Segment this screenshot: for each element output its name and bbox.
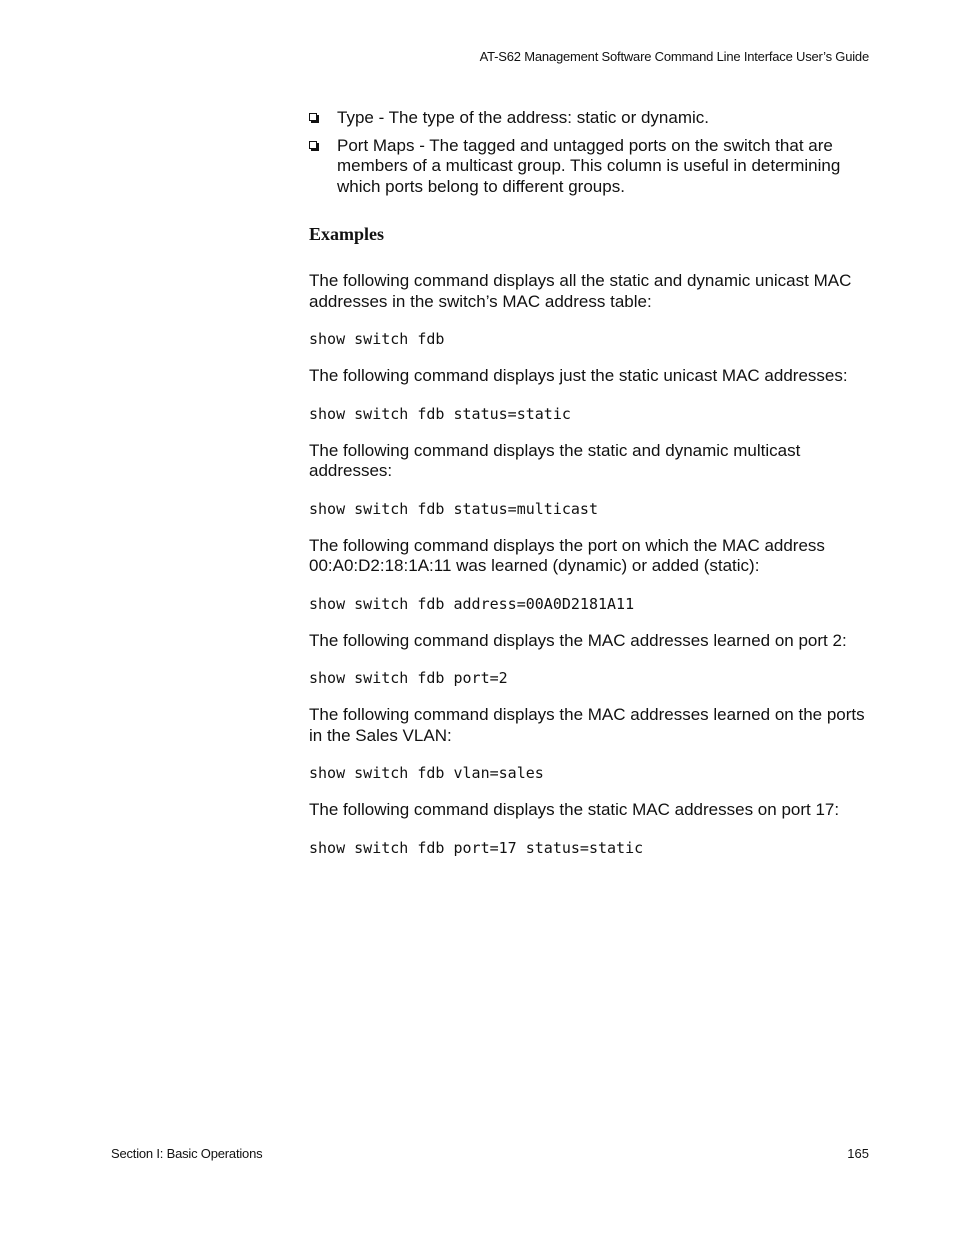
example-command: show switch fdb vlan=sales (309, 764, 544, 782)
footer-section-label: Section I: Basic Operations (111, 1146, 263, 1161)
example-description: The following command displays the MAC addresses learned on the ports in the Sales VLAN: (309, 705, 865, 745)
checkbox-bullet-icon (309, 113, 317, 121)
list-item (309, 108, 874, 129)
checkbox-bullet-icon (309, 141, 317, 149)
example-description: The following command displays all the static and dynamic unicast MAC addresses in the switch’s MAC address table: (309, 271, 852, 311)
section-heading: Examples (309, 224, 385, 244)
example-command: show switch fdb status=multicast (309, 499, 598, 518)
list-item-text: Port Maps - The tagged and untagged ports on the switch that are members of a multicast group. This column is useful in determining which ports belong to different groups. (337, 135, 841, 196)
page-content (309, 108, 874, 875)
example-command: show switch fdb port=2 (309, 669, 508, 687)
example-command: show switch fdb status=static (309, 404, 571, 423)
example-description: The following command displays the static MAC addresses on port 17: (309, 800, 840, 819)
running-header: AT-S62 Management Software Command Line Interface User’s Guide (479, 49, 869, 64)
example-command: show switch fdb address=00A0D2181A11 (309, 594, 635, 613)
example-description: The following command displays the port on which the MAC address 00:A0:D2:18:1A:11 was learned (dynamic) or added (static): (309, 535, 825, 575)
example-description: The following command displays the static and dynamic multicast addresses: (309, 440, 801, 480)
field-description-list (309, 108, 874, 197)
example-description: The following command displays just the static unicast MAC addresses: (309, 366, 848, 385)
list-item (309, 136, 874, 198)
page-number: 165 (847, 1146, 869, 1161)
example-command: show switch fdb port=17 status=static (309, 838, 644, 857)
example-command: show switch fdb (309, 330, 445, 348)
list-item-text: Type - The type of the address: static or dynamic. (337, 108, 709, 127)
example-description: The following command displays the MAC addresses learned on port 2: (309, 630, 847, 650)
